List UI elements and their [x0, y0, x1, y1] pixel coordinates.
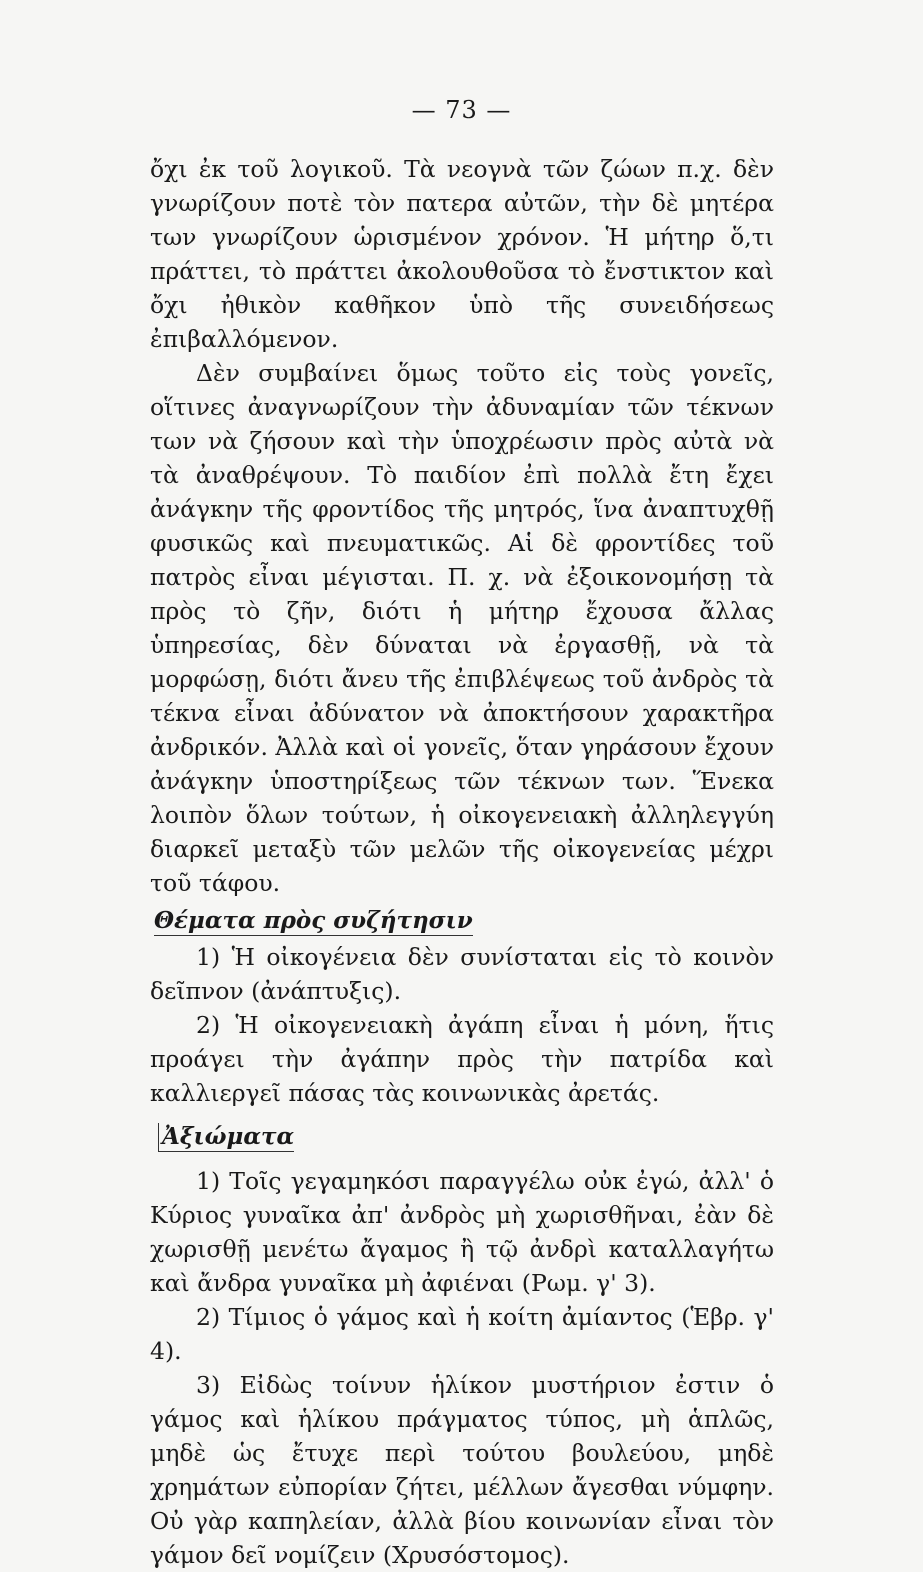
axiom-item-1: 1) Τοῖς γεγαμηκόσι παραγγέλω οὐκ ἐγώ, ἀλλ' ὁ Κύριος γυναῖκα ἀπ' ἀνδρὸς μὴ χωρισθῆναι, ἐὰν δὲ χωρισθῇ μενέτω ἄγαμος ἢ τῷ ἀνδρὶ καταλλαγήτω καὶ ἄνδρα γυναῖκα μὴ ἀφιέναι (Ρωμ. γ' 3).	[150, 1167, 774, 1297]
discussion-item-1: 1) Ἡ οἰκογένεια δὲν συνίσταται εἰς τὸ κοινὸν δεῖπνον (ἀνάπτυξις).	[150, 943, 774, 1005]
axiom-item-3: 3) Εἰδὼς τοίνυν ἡλίκον μυστήριον ἐστιν ὁ γάμος καὶ ἡλίκου πράγματος τύπος, μὴ ἁπλῶς, μηδὲ ὡς ἔτυχε περὶ τούτου βουλεύου, μηδὲ χρημάτων εὐπορίαν ζήτει, μέλλων ἄγεσθαι νύμφην. Οὐ γὰρ καπηλείαν, ἀλλὰ βίου κοινωνίαν εἶναι τὸν γάμον δεῖ νομίζειν (Χρυσόστομος).	[150, 1371, 774, 1569]
axioms-heading-text: Ἀξιώματα	[158, 1123, 294, 1152]
discussion-heading-text: Θέματα πρὸς συζήτησιν	[154, 907, 473, 934]
paragraph-1: ὄχι ἐκ τοῦ λογικοῦ. Τὰ νεογνὰ τῶν ζώων π.χ. δὲν γνωρίζουν ποτὲ τὸν πατερα αὐτῶν, τὴν δὲ μητέρα των γνωρίζουν ὡρισμένον χρόνον. Ἡ μήτηρ ὅ,τι πράττει, τὸ πράττει ἀκολουθοῦσα τὸ ἔνστικτον καὶ ὄχι ἠθικὸν καθῆκον ὑπὸ τῆς συνειδήσεως ἐπιβαλλόμενον.	[150, 155, 774, 353]
axiom-item-2: 2) Τίμιος ὁ γάμος καὶ ἡ κοίτη ἀμίαντος (Ἑβρ. γ' 4).	[150, 1303, 774, 1365]
page-number: — 73 —	[411, 96, 512, 124]
axioms-heading	[150, 1120, 774, 1154]
page-body	[150, 152, 774, 1572]
paragraph-2: Δὲν συμβαίνει ὅμως τοῦτο εἰς τοὺς γονεῖς, οἵτινες ἀναγνωρίζουν τὴν ἀδυναμίαν τῶν τέκνων των νὰ ζήσουν καὶ τὴν ὑποχρέωσιν πρὸς αὐτὰ νὰ τὰ ἀναθρέψουν. Τὸ παιδίον ἐπὶ πολλὰ ἔτη ἔχει ἀνάγκην τῆς φροντίδος τῆς μητρός, ἵνα ἀναπτυχθῇ φυσικῶς καὶ πνευματικῶς. Αἱ δὲ φροντίδες τοῦ πατρὸς εἶναι μέγισται. Π. χ. νὰ ἐξοικονομήσῃ τὰ πρὸς τὸ ζῆν, διότι ἡ μήτηρ ἔχουσα ἄλλας ὑπηρεσίας, δὲν δύναται νὰ ἐργασθῇ, νὰ τὰ μορφώσῃ, διότι ἄνευ τῆς ἐπιβλέψεως τοῦ ἀνδρὸς τὰ τέκνα εἶναι ἀδύνατον νὰ ἀποκτήσουν χαρακτῆρα ἀνδρικόν. Ἀλλὰ καὶ οἱ γονεῖς, ὅταν γηράσουν ἔχουν ἀνάγκην ὑποστηρίξεως τῶν τέκνων των. Ἕνεκα λοιπὸν ὅλων τούτων, ἡ οἰκογενειακὴ ἀλληλεγγύη διαρκεῖ μεταξὺ τῶν μελῶν τῆς οἰκογενείας μέχρι τοῦ τάφου.	[150, 359, 774, 897]
discussion-item-2: 2) Ἡ οἰκογενειακὴ ἀγάπη εἶναι ἡ μόνη, ἥτις προάγει τὴν ἀγάπην πρὸς τὴν πατρίδα καὶ καλλιεργεῖ πάσας τὰς κοινωνικὰς ἀρετάς.	[150, 1011, 774, 1107]
discussion-heading	[150, 904, 774, 938]
